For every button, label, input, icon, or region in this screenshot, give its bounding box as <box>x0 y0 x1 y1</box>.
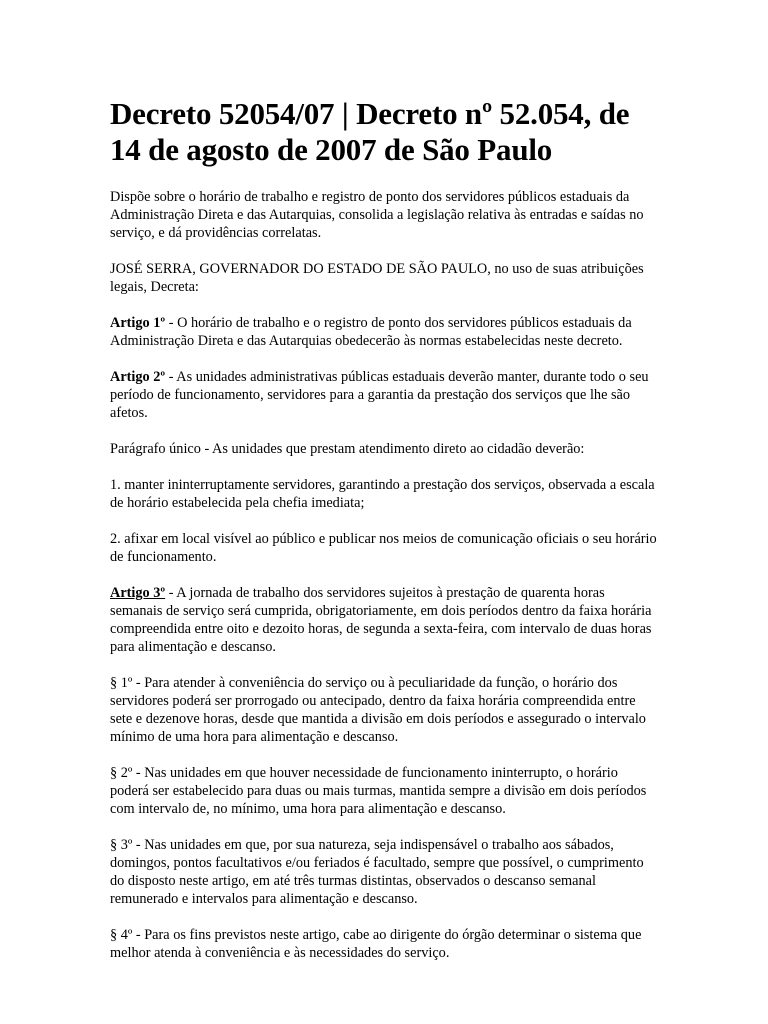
article-2-text: - As unidades administrativas públicas estaduais deverão manter, durante todo o seu período de funcionamento, servidores para a garantia da prestação dos serviços que lhe são afetos. <box>110 369 649 421</box>
paragrafo-unico: Parágrafo único - As unidades que prestam atendimento direto ao cidadão deverão: <box>110 441 585 457</box>
article-2-label: Artigo 2º <box>110 369 166 385</box>
article-1 <box>110 314 658 350</box>
article-3 <box>110 584 658 656</box>
preamble-paragraph: JOSÉ SERRA, GOVERNADOR DO ESTADO DE SÃO PAULO, no uso de suas atribuições legais, Decreta: <box>110 261 644 295</box>
document-title: Decreto 52054/07 | Decreto nº 52.054, de 14 de agosto de 2007 de São Paulo <box>110 96 630 167</box>
article-1-label: Artigo 1º <box>110 315 166 331</box>
article-3-text: - A jornada de trabalho dos servidores sujeitos à prestação de quarenta horas semanais de serviço será cumprida, obrigatoriamente, em dois períodos dentro da faixa horária compreendida entre oito e dezoito horas, de segunda a sexta-feira, com intervalo de duas horas para alimentação e descanso. <box>110 585 652 655</box>
paragraph-2: § 2º - Nas unidades em que houver necessidade de funcionamento ininterrupto, o horário poderá ser estabelecido para duas ou mais turmas, mantida sempre a divisão em dois períodos com intervalo de, no mínimo, uma hora para alimentação e descanso. <box>110 765 647 817</box>
article-1-text: - O horário de trabalho e o registro de ponto dos servidores públicos estaduais da Administração Direta e das Autarquias obedecerão às normas estabelecidas neste decreto. <box>110 315 632 349</box>
paragraph-4: § 4º - Para os fins previstos neste artigo, cabe ao dirigente do órgão determinar o sistema que melhor atenda à conveniência e às necessidades do serviço. <box>110 927 642 961</box>
summary-paragraph: Dispõe sobre o horário de trabalho e registro de ponto dos servidores públicos estaduais da Administração Direta e das Autarquias, consolida a legislação relativa às entradas e saídas no serviço, e dá providências correlatas. <box>110 189 644 241</box>
paragraph-1: § 1º - Para atender à conveniência do serviço ou à peculiaridade da função, o horário dos servidores poderá ser prorrogado ou antecipado, dentro da faixa horária compreendida entre sete e dezenove horas, desde que mantida a divisão em dois períodos e assegurado o intervalo mínimo de uma hora para alimentação e descanso. <box>110 675 646 745</box>
article-2 <box>110 368 658 422</box>
article-3-label: Artigo 3º <box>110 585 166 601</box>
paragraph-3: § 3º - Nas unidades em que, por sua natureza, seja indispensável o trabalho aos sábados, domingos, pontos facultativos e/ou feriados é facultado, sempre que possível, o cumprimento do disposto neste artigo, em até três turmas distintas, observados o descanso semanal remunerado e intervalos para alimentação e descanso. <box>110 837 644 907</box>
list-item-2: 2. afixar em local visível ao público e publicar nos meios de comunicação oficiais o seu horário de funcionamento. <box>110 531 657 565</box>
list-item-1: 1. manter ininterruptamente servidores, garantindo a prestação dos serviços, observada a escala de horário estabelecida pela chefia imediata; <box>110 477 655 511</box>
